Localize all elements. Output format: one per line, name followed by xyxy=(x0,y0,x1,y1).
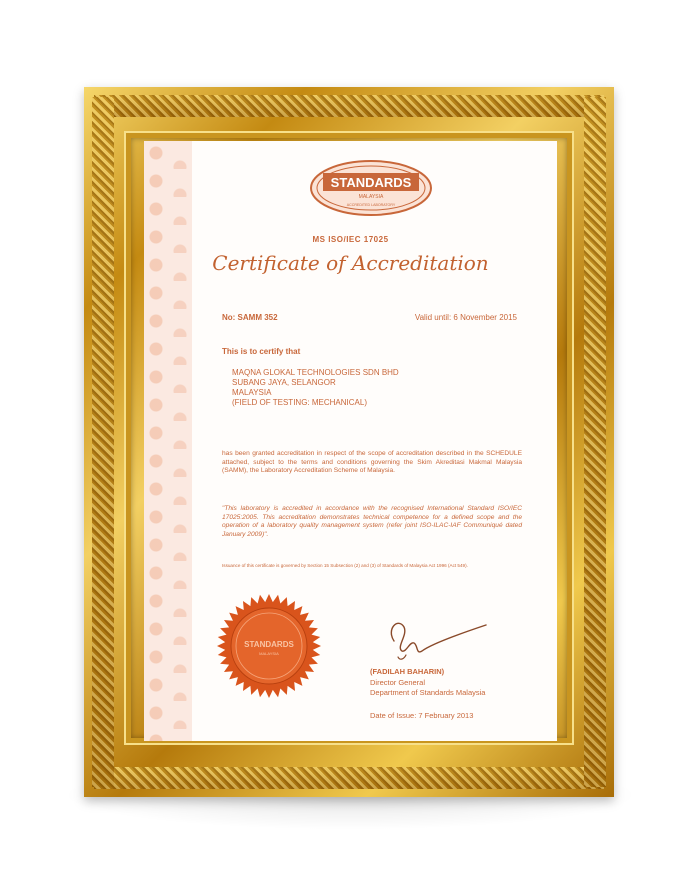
certificate-number: No: SAMM 352 xyxy=(222,313,278,322)
certificate-title: Certificate of Accreditation xyxy=(212,251,489,275)
frame-ornament-right xyxy=(584,97,606,787)
certify-intro: This is to certify that xyxy=(222,347,301,356)
frame-ornament-bottom xyxy=(94,767,604,789)
signer-name: (FADILAH BAHARIN) xyxy=(370,667,445,676)
director-signature xyxy=(376,611,496,663)
issuance-note: Issuance of this certificate is governed by Section 15 Subsection (2) and (3) of Standards of Malaysia Act 1996 (Act 549). xyxy=(222,563,468,568)
logo-subtext: MALAYSIA xyxy=(358,194,384,200)
address-line-company: MAQNA GLOKAL TECHNOLOGIES SDN BHD xyxy=(232,368,399,377)
signer-position: Director General xyxy=(370,678,426,687)
standard-reference: MS ISO/IEC 17025 xyxy=(312,235,389,244)
logo-text: STANDARDS xyxy=(330,175,412,190)
official-seal xyxy=(216,593,322,699)
seal-subtext: MALAYSIA xyxy=(259,651,279,656)
accreditation-body-text: has been granted accreditation in respect of the scope of accreditation described in the SCHEDULE attached, subject to the terms and conditions governing the Skim Akreditasi Makmal Malaysia (SAMM), the Laboratory Accreditation Scheme of Malaysia. xyxy=(222,450,522,475)
standards-malaysia-logo xyxy=(309,159,433,217)
recipient-address xyxy=(232,368,399,408)
frame-ornament-top xyxy=(94,95,604,117)
certificate-paper xyxy=(144,141,557,741)
address-line-field: (FIELD OF TESTING: MECHANICAL) xyxy=(232,398,367,407)
decorative-pattern-strip xyxy=(144,141,192,741)
issuing-department: Department of Standards Malaysia xyxy=(370,688,486,697)
address-line-country: MALAYSIA xyxy=(232,388,272,397)
accreditation-quote: "This laboratory is accredited in accordance with the recognised International Standard ISO/IEC 17025:2005. This accreditation demonstrates technical competence for a defined scope and the operation of a laboratory quality management system (refer joint ISO-ILAC-IAF Communiqué dated January 2009)". xyxy=(222,505,522,538)
seal-text: STANDARDS xyxy=(244,640,294,649)
issue-date: Date of Issue: 7 February 2013 xyxy=(370,711,474,720)
frame-ornament-left xyxy=(92,97,114,787)
address-line-city: SUBANG JAYA, SELANGOR xyxy=(232,378,336,387)
valid-until: Valid until: 6 November 2015 xyxy=(414,313,517,322)
logo-bottom-text: ACCREDITED LABORATORY xyxy=(346,203,396,207)
